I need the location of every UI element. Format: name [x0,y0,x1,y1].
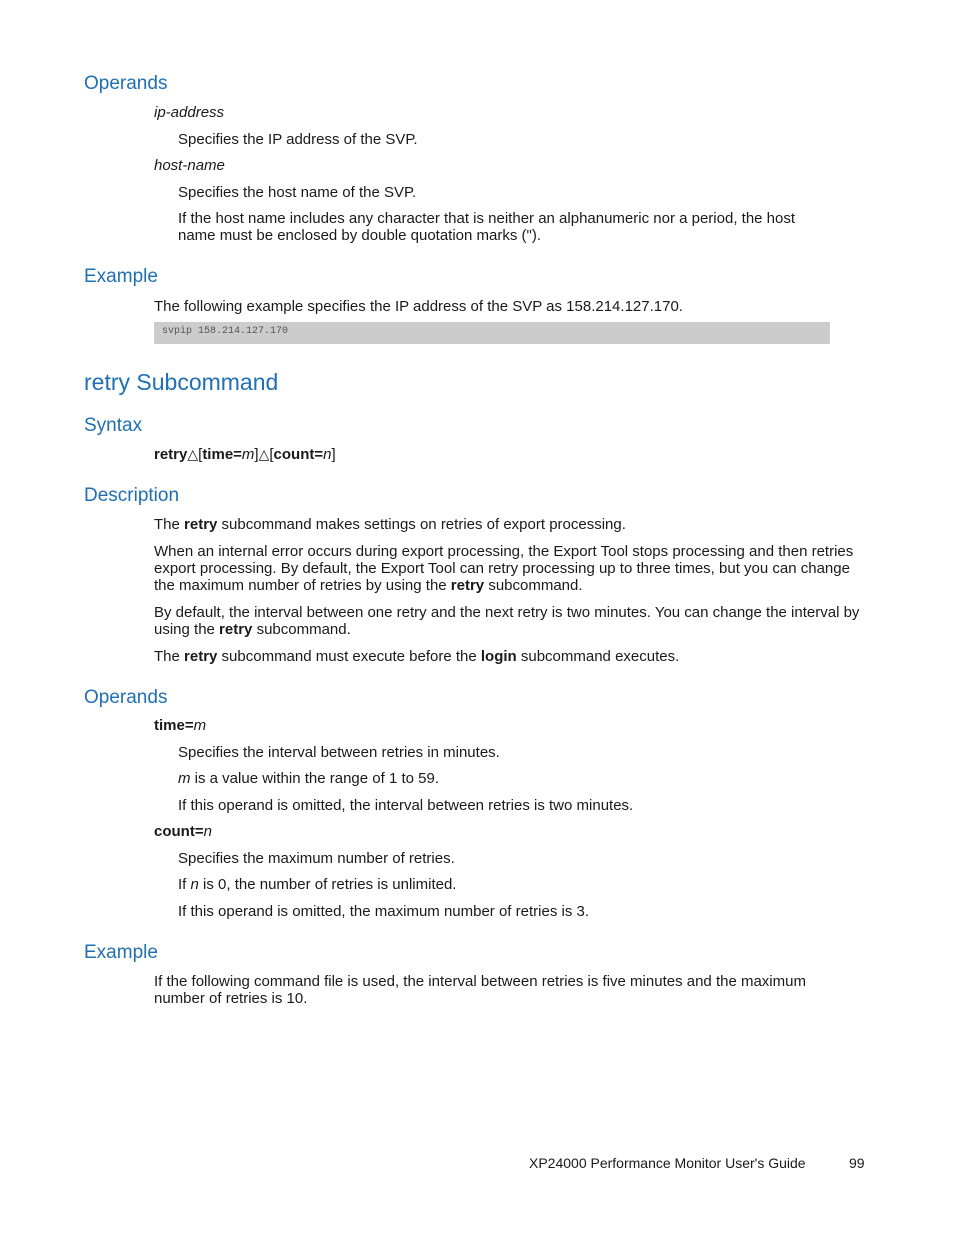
section-heading-description: Description [84,485,180,506]
operand-key: time= [154,717,194,734]
operand-var: m [193,717,207,734]
syntax-bracket: [ [269,446,274,463]
text: subcommand. [484,577,583,594]
text: subcommand must execute before the [217,648,481,665]
syntax-bracket: ] [331,446,336,463]
syntax-count-var: n [323,446,332,463]
page-title: retry Subcommand [84,369,279,395]
time-omit-note: If this operand is omitted, the interval between retries is two minutes. [178,797,634,814]
time-description: Specifies the interval between retries in minutes. [178,744,500,761]
text: subcommand executes. [516,648,680,665]
syntax-time-var: m [241,446,255,463]
text: If [178,876,191,893]
operand-ip-address: ip-address [154,104,225,121]
time-range [178,770,864,787]
operand-var: n [190,876,199,893]
section-heading-example: Example [84,266,158,287]
count-omit-note: If this operand is omitted, the maximum number of retries is 3. [178,903,589,920]
example-description: The following example specifies the IP address of the SVP as 158.214.127.170. [154,298,683,315]
text: is a value within the range of 1 to 59. [190,770,439,787]
keyword: retry [184,516,218,533]
description-paragraph-1 [154,516,864,533]
keyword: retry [450,577,485,594]
description-paragraph-4 [154,648,864,665]
ip-address-description: Specifies the IP address of the SVP. [178,131,418,148]
syntax-count-key: count= [273,446,324,463]
count-description: Specifies the maximum number of retries. [178,850,455,867]
section-heading-operands: Operands [84,687,168,708]
description-paragraph-3 [154,604,864,638]
keyword: retry [219,621,253,638]
keyword: login [480,648,517,665]
operand-var: m [178,770,191,787]
text: subcommand makes settings on retries of export processing. [217,516,626,533]
text: is 0, the number of retries is unlimited. [198,876,457,893]
text: The [154,516,185,533]
section-heading-syntax: Syntax [84,415,143,436]
footer-guide-title: XP24000 Performance Monitor User's Guide [529,1155,806,1171]
example-description: If the following command file is used, the interval between retries is five minutes and the maximum number of retries is 10. [154,973,806,1007]
operand-time [154,717,206,734]
text: By default, the interval between one retry and the next retry is two minutes. You can change the interval by using the [154,604,860,638]
operand-key: count= [154,823,204,840]
operand-host-name: host-name [154,157,225,174]
page-number: 99 [849,1155,865,1171]
section-heading-operands: Operands [84,73,168,94]
operand-var: n [203,823,212,840]
operand-count [154,823,212,840]
syntax-bracket: ] [254,446,259,463]
description-paragraph-2 [154,543,864,594]
text: The [154,648,185,665]
code-example: svpip 158.214.127.170 [154,322,830,344]
keyword: retry [184,648,218,665]
count-unlimited-note [178,876,864,893]
syntax-command: retry [154,446,188,463]
host-name-note: If the host name includes any character that is neither an alphanumeric nor a period, the host name must be enclosed by double quotation marks ("). [178,210,796,244]
space-symbol: △ [187,446,199,462]
text: subcommand. [252,621,351,638]
syntax-line [154,446,336,463]
syntax-time-key: time= [202,446,242,463]
host-name-description: Specifies the host name of the SVP. [178,184,417,201]
section-heading-example: Example [84,942,158,963]
space-symbol: △ [258,446,270,462]
text: When an internal error occurs during export processing, the Export Tool stops processing and then retries export processing. By default, the Export Tool can retry processing up to three times, but you can change the maximum number of retries by using the [154,543,854,594]
syntax-bracket: [ [198,446,203,463]
